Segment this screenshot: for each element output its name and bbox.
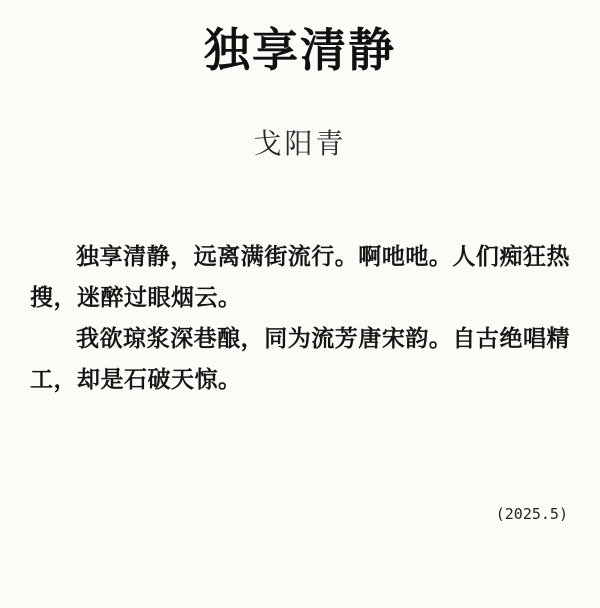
poem-date: (2025.5) xyxy=(495,505,568,523)
poem-author: 戈阳青 xyxy=(253,127,347,160)
poem-title: 独享清静 xyxy=(204,23,396,77)
poem-paragraph-2: 我欲琼浆深巷酿，同为流芳唐宋韵。自古绝唱精工，却是石破天惊。 xyxy=(30,325,570,393)
poem-body xyxy=(30,236,570,400)
poem-paragraph-1: 独享清静，远离满街流行。啊吔吔。人们痴狂热搜，迷醉过眼烟云。 xyxy=(30,243,570,311)
